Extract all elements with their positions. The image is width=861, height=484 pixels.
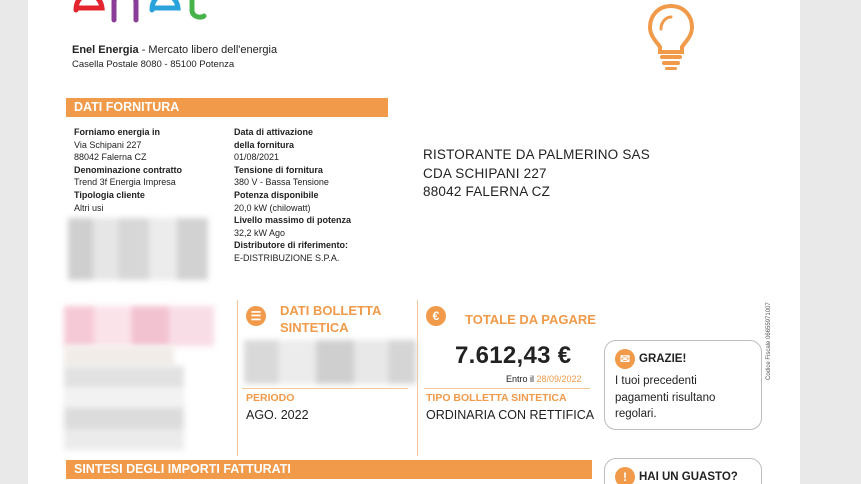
supply-value: Altri usi	[74, 202, 104, 213]
thanks-line: pagamenti risultano	[615, 391, 716, 404]
divider	[417, 300, 418, 456]
envelope-icon: ✉	[615, 349, 635, 369]
thanks-line: regolari.	[615, 408, 657, 420]
bill-type-label: TIPO BOLLETTA SINTETICA	[426, 392, 567, 404]
supply-value: 20,0 kW (chilowatt)	[234, 202, 311, 213]
summary-section-header: SINTESI DEGLI IMPORTI FATTURATI	[66, 460, 592, 479]
supply-right-column	[234, 126, 384, 265]
supply-label: Potenza disponibile	[234, 189, 319, 200]
total-amount: 7.612,43 €	[455, 342, 572, 369]
side-note: Codice Fiscale 06655971007	[766, 302, 772, 380]
redacted-block	[64, 306, 214, 346]
recipient-line: RISTORANTE DA PALMERINO SAS	[423, 147, 650, 162]
divider	[237, 300, 238, 456]
total-section-title: TOTALE DA PAGARE	[465, 312, 596, 327]
supply-label: della fornitura	[234, 139, 295, 150]
thanks-card	[604, 340, 762, 430]
bill-title-line: SINTETICA	[280, 320, 349, 335]
supply-label: Forniamo energia in	[74, 127, 161, 137]
supply-label: Distributore di riferimento:	[234, 240, 349, 251]
recipient-line: 88042 FALERNA CZ	[423, 184, 551, 199]
company-name: Enel Energia	[72, 44, 139, 56]
due-date-line	[506, 374, 582, 384]
enel-logo	[70, 0, 220, 24]
thanks-text	[615, 373, 715, 423]
bill-page	[28, 0, 800, 484]
company-address: Casella Postale 8080 - 85100 Potenza	[72, 59, 235, 70]
supply-value: Trend 3f Energia Impresa	[74, 177, 176, 188]
alert-icon: !	[615, 467, 635, 484]
recipient-line: CDA SCHIPANI 227	[423, 165, 547, 181]
supply-value: 32,2 kW Ago	[234, 227, 286, 238]
document-icon: ☰	[246, 306, 266, 326]
bill-section-title	[280, 302, 381, 336]
company-tagline: - Mercato libero dell'energia	[138, 44, 278, 56]
redacted-block	[64, 366, 184, 450]
divider	[424, 388, 590, 389]
redacted-block	[244, 340, 416, 384]
period-label: PERIODO	[246, 392, 295, 404]
euro-icon: €	[426, 306, 446, 326]
company-name-line	[72, 44, 277, 56]
supply-section-header: DATI FORNITURA	[66, 98, 388, 117]
bill-title-line: DATI BOLLETTA	[280, 303, 382, 318]
fault-title: HAI UN GUASTO?	[639, 471, 738, 483]
supply-label: Tipologia cliente	[74, 189, 145, 200]
supply-left-column	[74, 126, 224, 214]
redacted-block	[68, 218, 208, 280]
supply-value: Via Schipani 227	[74, 139, 142, 150]
supply-value: E-DISTRIBUZIONE S.P.A.	[234, 252, 340, 263]
bill-type-value: ORDINARIA CON RETTIFICA	[426, 408, 595, 422]
lightbulb-icon	[646, 2, 696, 72]
thanks-line: I tuoi precedenti	[615, 375, 697, 387]
recipient-address	[423, 146, 650, 202]
redacted-block	[64, 346, 174, 366]
period-value: AGO. 2022	[246, 408, 309, 422]
supply-label: Tensione di fornitura	[234, 164, 323, 175]
supply-value: 88042 Falerna CZ	[74, 152, 147, 163]
fault-card	[604, 458, 762, 484]
thanks-title: GRAZIE!	[639, 353, 687, 365]
supply-value: 01/08/2021	[234, 152, 280, 163]
due-prefix: Entro il	[506, 374, 537, 384]
supply-value: 380 V - Bassa Tensione	[234, 177, 329, 188]
supply-label: Data di attivazione	[234, 127, 314, 137]
supply-label: Denominazione contratto	[74, 164, 183, 175]
supply-label: Livello massimo di potenza	[234, 215, 352, 226]
due-date: 28/09/2022	[536, 374, 582, 384]
divider	[242, 388, 408, 389]
